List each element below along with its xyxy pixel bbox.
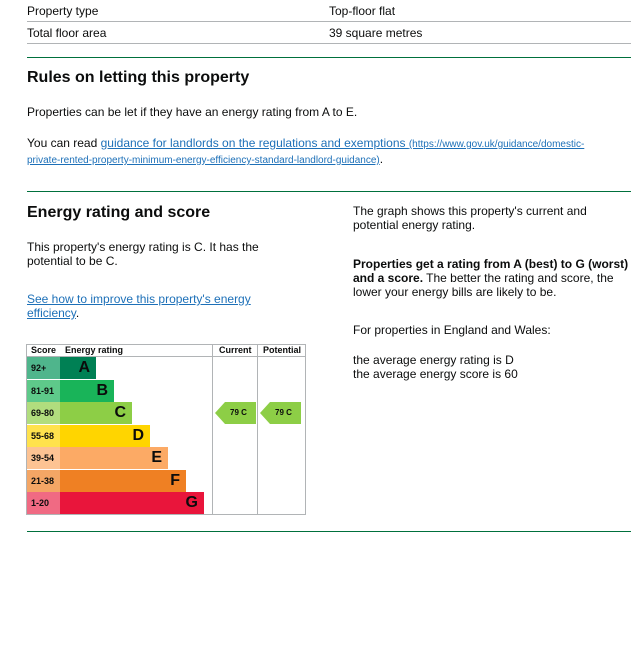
band-bar-c (60, 402, 132, 424)
header-potential: Potential (263, 345, 302, 355)
section-divider (27, 191, 631, 192)
summary-value: Top-floor flat (329, 4, 396, 18)
potential-rating-arrow (260, 402, 301, 424)
band-score-b: 81-91 (27, 380, 60, 402)
band-score-a: 92+ (27, 357, 60, 379)
band-score-d: 55-68 (27, 425, 60, 447)
average-rating: the average energy rating is D (353, 353, 514, 367)
average-score: the average energy score is 60 (353, 367, 518, 381)
band-letter: G (185, 494, 198, 511)
summary-key: Property type (27, 4, 99, 18)
guidance-link[interactable]: guidance for landlords on the regulations and exemptions (https://www.gov.uk/guidance/domestic- private-rented-property-minimum-energy-efficiency-standard-landlord-guidance) (27, 136, 585, 166)
band-score-e: 39-54 (27, 447, 60, 469)
guidance-paragraph (27, 136, 627, 168)
section-divider (27, 57, 631, 58)
summary-row-floor-area (27, 22, 631, 44)
potential-rating-arrow-label: 79 C (275, 408, 292, 417)
band-bar-f (60, 470, 186, 492)
band-bar-b (60, 380, 114, 402)
average-figures (353, 353, 631, 381)
energy-heading: Energy rating and score (27, 204, 211, 221)
header-score: Score (31, 345, 57, 355)
section-divider (27, 531, 631, 532)
band-score-f: 21-38 (27, 470, 60, 492)
summary-key: Total floor area (27, 26, 107, 40)
rating-explanation: Properties get a rating from A (best) to G (worst) and a score. The better the rating and score, the lower your energy bills are likely to be. (353, 257, 629, 299)
band-bar-d (60, 425, 150, 447)
summary-value: 39 square metres (329, 26, 423, 40)
band-letter: D (132, 426, 144, 444)
band-score-g: 1-20 (27, 492, 60, 514)
band-letter: A (78, 359, 90, 376)
current-rating-arrow (215, 402, 256, 424)
column-divider (212, 345, 213, 514)
header-energy-rating: Energy rating (65, 345, 124, 355)
guidance-prefix: You can read (27, 136, 101, 150)
band-bar-e (60, 447, 168, 469)
graph-explanation: The graph shows this property's current and potential energy rating. (353, 204, 587, 232)
letting-heading: Rules on letting this property (27, 69, 250, 86)
band-score-c: 69-80 (27, 402, 60, 424)
band-letter: C (114, 404, 126, 421)
improve-paragraph: See how to improve this property's energy efficiency. (27, 292, 251, 320)
letting-paragraph: Properties can be let if they have an energy rating from A to E. (27, 105, 358, 119)
region-label: For properties in England and Wales: (353, 323, 551, 337)
band-bar-a (60, 357, 96, 379)
improve-link[interactable]: See how to improve this property's energy efficiency (27, 292, 251, 320)
energy-rating-paragraph: This property's energy rating is C. It has the potential to be C. (27, 240, 259, 268)
band-letter: B (96, 381, 108, 399)
energy-rating-chart (26, 344, 306, 515)
summary-row-property-type (27, 0, 631, 22)
band-letter: F (170, 471, 180, 489)
band-bar-g (60, 492, 204, 514)
header-current: Current (219, 345, 252, 355)
current-rating-arrow-label: 79 C (230, 408, 247, 417)
column-divider (257, 345, 258, 514)
band-letter: E (151, 449, 162, 466)
guidance-suffix: . (379, 152, 384, 166)
